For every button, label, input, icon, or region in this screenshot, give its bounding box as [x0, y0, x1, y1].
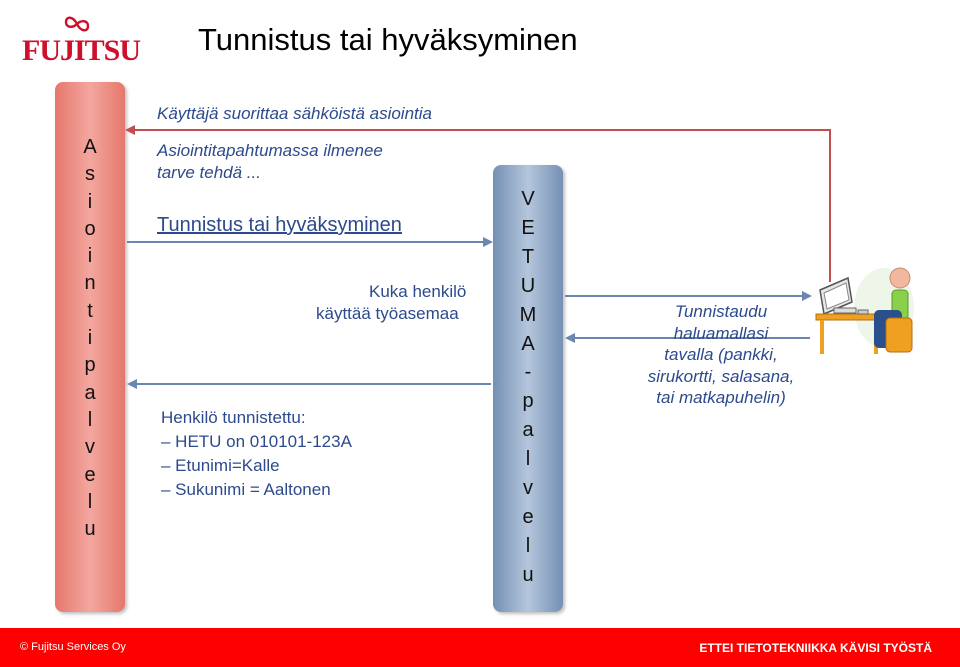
- question-line-1: Kuka henkilö: [369, 282, 467, 301]
- vertical-letter: l: [87, 408, 93, 431]
- vertical-letter: i: [87, 327, 93, 350]
- logo-text: FUJITSU: [22, 34, 141, 67]
- vertical-letter: p: [522, 390, 534, 413]
- vertical-letter: i: [87, 245, 93, 268]
- vertical-letter: v: [523, 477, 533, 500]
- vertical-letter: l: [525, 534, 531, 557]
- vertical-letter: a: [84, 381, 96, 404]
- vertical-letter: n: [84, 272, 96, 295]
- vertical-letter: u: [522, 563, 534, 586]
- footer-copyright: © Fujitsu Services Oy: [20, 641, 126, 653]
- process-line-2: Asiointitapahtumassa ilmenee: [157, 141, 383, 160]
- vertical-letter: e: [522, 505, 534, 528]
- identified-item: – HETU on 010101-123A: [161, 432, 352, 451]
- vertical-letter: u: [84, 518, 96, 541]
- vertical-letter: t: [87, 299, 93, 322]
- vertical-letter: l: [87, 490, 93, 513]
- vertical-letter: o: [84, 217, 96, 240]
- vertical-letter: E: [521, 216, 535, 239]
- authenticate-text: Tunnistaudu haluamallasi tavalla (pankki, sirukortti, salasana, tai matkapuhelin): [647, 302, 795, 407]
- footer-slogan: ETTEI TIETOTEKNIIKKA KÄVISI TYÖSTÄ: [699, 641, 932, 655]
- vertical-letter: -: [524, 361, 532, 384]
- process-line-1: Käyttäjä suorittaa sähköistä asiointia: [157, 104, 432, 123]
- copyright-icon: ©: [20, 641, 29, 653]
- user-workstation-icon: [812, 258, 917, 358]
- vertical-letter: a: [522, 419, 534, 442]
- vertical-letter: e: [84, 463, 96, 486]
- question-line-2: käyttää työasemaa: [316, 304, 459, 323]
- identified-label: Henkilö tunnistettu:: [161, 408, 306, 427]
- vertical-letter: s: [85, 163, 95, 186]
- vertical-letter: A: [521, 332, 535, 355]
- vertical-letter: i: [87, 190, 93, 213]
- footer-bar: [0, 628, 960, 667]
- vertical-letter: v: [85, 436, 95, 459]
- process-heading: Tunnistus tai hyväksyminen: [157, 214, 402, 236]
- vertical-letter: M: [519, 303, 537, 326]
- vertical-letter: U: [520, 274, 536, 297]
- vertical-letter: T: [521, 245, 535, 268]
- vertical-letter: l: [525, 448, 531, 471]
- process-line-3: tarve tehdä ...: [157, 163, 261, 182]
- page-title: Tunnistus tai hyväksyminen: [198, 22, 578, 57]
- identified-item: – Etunimi=Kalle: [161, 456, 280, 475]
- vertical-letter: A: [83, 136, 97, 158]
- vertical-letter: V: [521, 188, 535, 210]
- vertical-letter: p: [84, 354, 96, 377]
- identified-item: – Sukunimi = Aaltonen: [161, 480, 331, 499]
